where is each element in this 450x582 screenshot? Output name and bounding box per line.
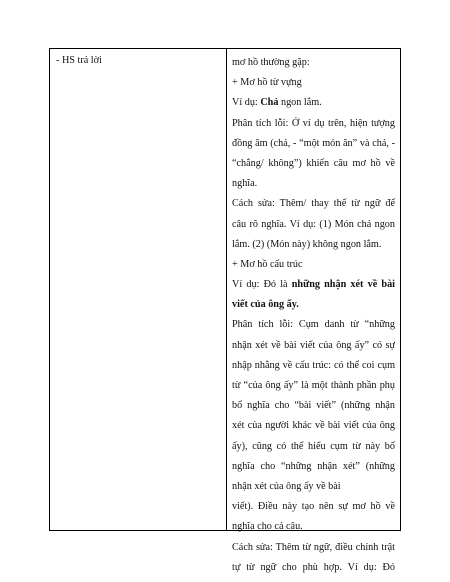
example-1: Ví dụ: Chả ngon lắm. xyxy=(232,97,322,109)
analysis-2-line-6: xét của người khác về bài viết của ông xyxy=(232,420,395,432)
analysis-2-line-2: nhận xét về bài viết của ông ấy” có sự xyxy=(232,339,395,351)
analysis-1-line-3: “chẳng/ không”) khiến câu mơ hồ về xyxy=(232,157,395,169)
fix-1-line-1: Cách sửa: Thêm/ thay thế từ ngữ để xyxy=(232,198,395,210)
analysis-2-line-3: nhập nhằng về cấu trúc: có thể coi cụm xyxy=(232,359,395,371)
analysis-2-line-5: bổ nghĩa cho “bài viết” (những nhận xyxy=(232,400,395,412)
fix-2-line-1: Cách sửa: Thêm từ ngữ, điều chỉnh trật xyxy=(232,541,395,553)
heading-lexical-ambiguity: + Mơ hồ từ vựng xyxy=(232,77,302,89)
fix-1-line-3: lắm. (2) (Món này) không ngon lắm. xyxy=(232,238,382,250)
fix-1-line-2: câu rõ nghĩa. Ví dụ: (1) Món chả ngon xyxy=(232,218,395,230)
example-2-line-1: Ví dụ: Đó là những nhận xét về bài xyxy=(232,279,395,291)
analysis-2-line-9: nhận xét của ông ấy về bài xyxy=(232,480,341,492)
left-cell xyxy=(56,53,102,69)
analysis-2-line-1: Phân tích lỗi: Cụm danh từ “những xyxy=(232,319,395,331)
column-divider xyxy=(226,49,227,530)
analysis-2-line-7: ấy), cũng có thể hiểu cụm từ này bổ xyxy=(232,440,395,452)
analysis-2-line-4: từ “của ông ấy” là một thành phần phụ xyxy=(232,380,395,391)
fix-2-line-2: tự từ ngữ cho phù hợp. Ví dụ: Đó xyxy=(232,561,395,573)
analysis-1-line-1: Phân tích lỗi: Ở ví dụ trên, hiện tượng xyxy=(232,117,395,129)
analysis-1-line-4: nghĩa. xyxy=(232,178,258,190)
line-1: mơ hồ thường gặp: xyxy=(232,57,310,68)
analysis-2-line-8: nghĩa cho “những nhận xét” (những xyxy=(232,460,395,472)
content-table xyxy=(49,48,401,573)
example-2-line-2: viết của ông ấy. xyxy=(232,299,299,311)
analysis-2-line-11: nghĩa cho cả câu. xyxy=(232,521,303,533)
analysis-2-line-10: viết). Điều này tạo nên sự mơ hồ về xyxy=(232,501,395,513)
heading-structural-ambiguity: + Mơ hồ cấu trúc xyxy=(232,258,303,270)
analysis-1-line-2: đồng âm (chả, - “một món ăn” và chả, - xyxy=(232,137,395,149)
left-cell-text: - HS trả lời xyxy=(56,55,102,66)
right-cell xyxy=(232,53,395,578)
